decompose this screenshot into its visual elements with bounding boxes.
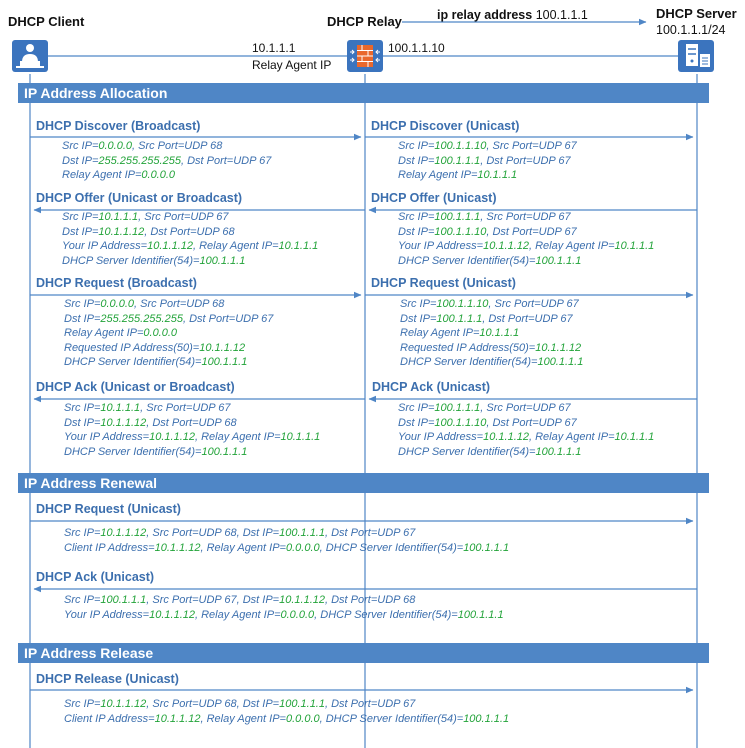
detail-text: Src IP= [64, 594, 101, 606]
detail-text: Src IP= [62, 140, 99, 152]
detail-text: DHCP Server Identifier(54)= [400, 356, 538, 368]
detail-text: DHCP Server Identifier(54)= [64, 356, 202, 368]
detail-line [400, 326, 583, 341]
detail-value: 100.1.1.1 [434, 402, 481, 414]
detail-value: 0.0.0.0 [98, 140, 133, 152]
detail-value: 100.1.1.1 [279, 698, 325, 710]
detail-line [62, 225, 318, 240]
detail-line [62, 154, 271, 169]
detail-text: Dst IP= [398, 416, 435, 429]
section-renewal-banner: IP Address Renewal [18, 473, 709, 493]
detail-value: 255.255.255.255 [98, 154, 181, 167]
discover-right-details [398, 139, 577, 183]
detail-value: 100.1.1.1 [535, 445, 582, 458]
detail-text: , Src Port=UDP 68, Dst IP= [146, 527, 280, 539]
detail-line [64, 312, 273, 327]
detail-text: , Src Port=UDP 67 [480, 211, 571, 223]
detail-text: Requested IP Address(50)= [64, 341, 200, 354]
detail-value: 100.1.1.1 [201, 445, 248, 458]
detail-value: 10.1.1.1 [479, 327, 520, 339]
relay-client-side-ip: 10.1.1.1 [252, 41, 296, 55]
detail-text: Dst IP= [64, 416, 101, 429]
detail-value: 10.1.1.1 [100, 402, 141, 414]
offer-left-details [62, 210, 318, 268]
detail-text: , Src Port=UDP 68 [132, 140, 223, 152]
renew-ack-details [64, 593, 504, 622]
detail-text: Src IP= [62, 211, 99, 223]
detail-value: 0.0.0.0 [141, 169, 176, 181]
detail-text: , Src Port=UDP 67 [480, 402, 571, 414]
detail-line [62, 139, 271, 154]
detail-text: , Dst Port=UDP 67 [480, 154, 571, 167]
detail-value: 10.1.1.12 [149, 608, 195, 621]
detail-text: DHCP Server Identifier(54)= [398, 254, 536, 267]
server-ip-label: 100.1.1.1/24 [656, 23, 726, 37]
detail-line [62, 168, 271, 183]
detail-value: 100.1.1.1 [434, 211, 481, 223]
detail-text: Dst IP= [64, 312, 101, 325]
detail-text: Your IP Address= [62, 240, 148, 252]
detail-value: 100.1.1.10 [434, 416, 487, 429]
detail-line [64, 401, 320, 416]
detail-line [64, 712, 509, 727]
detail-line [62, 210, 318, 225]
detail-value: 100.1.1.1 [434, 154, 481, 167]
detail-value: 100.1.1.1 [463, 712, 510, 725]
detail-line [398, 225, 654, 240]
detail-text: , Dst Port=UDP 67 [482, 312, 573, 325]
detail-value: 100.1.1.10 [434, 225, 487, 238]
detail-text: Client IP Address= [64, 541, 155, 554]
detail-value: 10.1.1.12 [98, 225, 145, 238]
detail-value: 0.0.0.0 [100, 298, 135, 310]
detail-value: 10.1.1.12 [154, 541, 201, 554]
detail-value: 10.1.1.12 [199, 341, 246, 354]
detail-text: Src IP= [64, 527, 101, 539]
detail-text: DHCP Server Identifier(54)= [64, 445, 202, 458]
detail-value: 0.0.0.0 [280, 608, 315, 621]
detail-text: Dst IP= [62, 225, 99, 238]
request-right-details [400, 297, 583, 370]
discover-right-title: DHCP Discover (Unicast) [371, 119, 520, 133]
detail-text: Relay Agent IP= [62, 169, 142, 181]
detail-text: , Src Port=UDP 68 [134, 298, 225, 310]
detail-value: 0.0.0.0 [143, 327, 178, 339]
release-details [64, 697, 509, 726]
request-right-title: DHCP Request (Unicast) [371, 276, 516, 290]
detail-line [64, 526, 509, 541]
section-allocation-banner: IP Address Allocation [18, 83, 709, 103]
detail-value: 0.0.0.0 [285, 541, 320, 554]
detail-text: Src IP= [398, 402, 435, 414]
detail-line [64, 430, 320, 445]
detail-text: , Dst Port=UDP 68 [144, 225, 235, 238]
detail-text: Dst IP= [400, 312, 437, 325]
relay-server-side-ip: 100.1.1.10 [388, 41, 445, 55]
detail-text: , Dst Port=UDP 68 [324, 594, 416, 606]
detail-text: , Dst Port=UDP 67 [182, 312, 274, 325]
detail-value: 100.1.1.1 [100, 594, 147, 606]
detail-text: Src IP= [398, 140, 435, 152]
detail-line [398, 139, 577, 154]
detail-line [398, 168, 577, 183]
server-label: DHCP Server [656, 6, 737, 21]
detail-text: , Dst Port=UDP 68 [146, 416, 237, 429]
detail-text: Dst IP= [62, 154, 99, 167]
detail-value: 100.1.1.10 [434, 140, 487, 152]
detail-text: Relay Agent IP= [64, 327, 144, 339]
detail-line [64, 541, 509, 556]
detail-value: 100.1.1.1 [537, 356, 584, 368]
detail-value: 100.1.1.10 [436, 298, 489, 310]
detail-text: DHCP Server Identifier(54)= [398, 445, 536, 458]
relay-address-ip: 100.1.1.1 [535, 8, 588, 22]
detail-text: , Dst Port=UDP 67 [486, 225, 577, 238]
detail-text: Your IP Address= [398, 240, 484, 252]
detail-value: 10.1.1.1 [614, 431, 655, 443]
detail-text: , Src Port=UDP 67 [488, 298, 579, 310]
detail-text: Client IP Address= [64, 712, 155, 725]
detail-line [398, 430, 654, 445]
detail-value: 10.1.1.1 [614, 240, 655, 252]
detail-text: , DHCP Server Identifier(54)= [319, 541, 464, 554]
detail-line [400, 312, 583, 327]
detail-value: 10.1.1.1 [278, 240, 319, 252]
detail-value: 100.1.1.1 [436, 312, 483, 325]
detail-text: , Relay Agent IP= [194, 608, 281, 621]
detail-value: 10.1.1.12 [483, 431, 529, 443]
detail-text: Src IP= [64, 298, 101, 310]
detail-value: 10.1.1.12 [535, 341, 582, 354]
ack-left-title: DHCP Ack (Unicast or Broadcast) [36, 380, 235, 394]
detail-text: , Relay Agent IP= [194, 431, 281, 443]
detail-value: 10.1.1.1 [98, 211, 139, 223]
relay-switch-icon [347, 40, 383, 72]
detail-value: 10.1.1.1 [477, 169, 518, 181]
detail-text: , Relay Agent IP= [192, 240, 279, 252]
detail-value: 100.1.1.1 [199, 254, 246, 267]
detail-text: Your IP Address= [64, 608, 150, 621]
detail-line [400, 297, 583, 312]
detail-value: 10.1.1.1 [280, 431, 321, 443]
detail-line [64, 697, 509, 712]
detail-value: 10.1.1.12 [279, 594, 325, 606]
detail-text: , DHCP Server Identifier(54)= [314, 608, 458, 621]
detail-text: , Dst Port=UDP 67 [324, 698, 416, 710]
detail-value: 10.1.1.12 [154, 712, 201, 725]
detail-text: Requested IP Address(50)= [400, 341, 536, 354]
relay-label: DHCP Relay [327, 14, 402, 29]
renew-request-details [64, 526, 509, 555]
detail-line [64, 326, 273, 341]
detail-value: 100.1.1.1 [535, 254, 582, 267]
detail-value: 100.1.1.1 [457, 608, 504, 621]
detail-value: 10.1.1.12 [147, 240, 193, 252]
detail-text: Your IP Address= [398, 431, 484, 443]
detail-line [398, 416, 654, 431]
renew-ack-title: DHCP Ack (Unicast) [36, 570, 155, 584]
ack-right-details [398, 401, 654, 459]
offer-left-title: DHCP Offer (Unicast or Broadcast) [36, 191, 243, 205]
detail-text: , Relay Agent IP= [200, 541, 286, 554]
detail-value: 10.1.1.12 [100, 698, 147, 710]
detail-line [398, 445, 654, 460]
detail-line [398, 401, 654, 416]
detail-value: 255.255.255.255 [100, 312, 183, 325]
client-label: DHCP Client [8, 14, 85, 29]
detail-text: Src IP= [400, 298, 437, 310]
detail-text: , Relay Agent IP= [200, 712, 286, 725]
detail-line [64, 445, 320, 460]
detail-text: Relay Agent IP= [398, 169, 478, 181]
client-pc-icon [12, 40, 48, 72]
offer-right-title: DHCP Offer (Unicast) [371, 191, 497, 205]
detail-text: Src IP= [64, 402, 101, 414]
detail-value: 10.1.1.12 [149, 431, 195, 443]
detail-line [400, 341, 583, 356]
detail-text: , Relay Agent IP= [528, 431, 615, 443]
detail-value: 10.1.1.12 [100, 416, 147, 429]
discover-left-details [62, 139, 271, 183]
detail-text: , Dst Port=UDP 67 [180, 154, 272, 167]
relay-address-prefix: ip relay address [437, 8, 533, 22]
discover-left-title: DHCP Discover (Broadcast) [36, 119, 201, 133]
detail-text: , Dst Port=UDP 67 [324, 527, 416, 539]
detail-text: , Relay Agent IP= [528, 240, 615, 252]
detail-value: 10.1.1.12 [100, 527, 147, 539]
detail-text: , Src Port=UDP 67 [140, 402, 231, 414]
detail-text: DHCP Server Identifier(54)= [62, 254, 200, 267]
request-left-title: DHCP Request (Broadcast) [36, 276, 197, 290]
detail-text: , Src Port=UDP 67, Dst IP= [146, 594, 280, 606]
detail-value: 100.1.1.1 [463, 541, 510, 554]
detail-text: Dst IP= [398, 154, 435, 167]
release-title: DHCP Release (Unicast) [36, 672, 179, 686]
detail-text: , Dst Port=UDP 67 [486, 416, 577, 429]
detail-line [398, 154, 577, 169]
section-release-banner: IP Address Release [18, 643, 709, 663]
detail-value: 10.1.1.12 [483, 240, 529, 252]
detail-text: , Src Port=UDP 67 [486, 140, 577, 152]
relay-address-label [437, 8, 588, 22]
detail-line [64, 416, 320, 431]
ack-left-details [64, 401, 320, 459]
detail-value: 0.0.0.0 [285, 712, 320, 725]
renew-request-title: DHCP Request (Unicast) [36, 502, 181, 516]
relay-agent-ip-caption: Relay Agent IP [252, 58, 332, 72]
detail-line [62, 254, 318, 269]
detail-value: 100.1.1.1 [201, 356, 248, 368]
detail-line [64, 593, 504, 608]
server-icon [678, 40, 714, 72]
detail-line [398, 254, 654, 269]
request-left-details [64, 297, 273, 370]
detail-line [400, 355, 583, 370]
detail-value: 100.1.1.1 [279, 527, 325, 539]
ack-right-title: DHCP Ack (Unicast) [372, 380, 491, 394]
detail-text: , Src Port=UDP 68, Dst IP= [146, 698, 280, 710]
detail-text: , DHCP Server Identifier(54)= [319, 712, 464, 725]
detail-line [62, 239, 318, 254]
detail-text: Src IP= [398, 211, 435, 223]
detail-text: Dst IP= [398, 225, 435, 238]
offer-right-details [398, 210, 654, 268]
detail-text: Relay Agent IP= [400, 327, 480, 339]
detail-text: , Src Port=UDP 67 [138, 211, 229, 223]
detail-line [64, 297, 273, 312]
detail-line [398, 210, 654, 225]
detail-text: Src IP= [64, 698, 101, 710]
detail-text: Your IP Address= [64, 431, 150, 443]
detail-line [64, 341, 273, 356]
detail-line [64, 608, 504, 623]
detail-line [64, 355, 273, 370]
detail-line [398, 239, 654, 254]
